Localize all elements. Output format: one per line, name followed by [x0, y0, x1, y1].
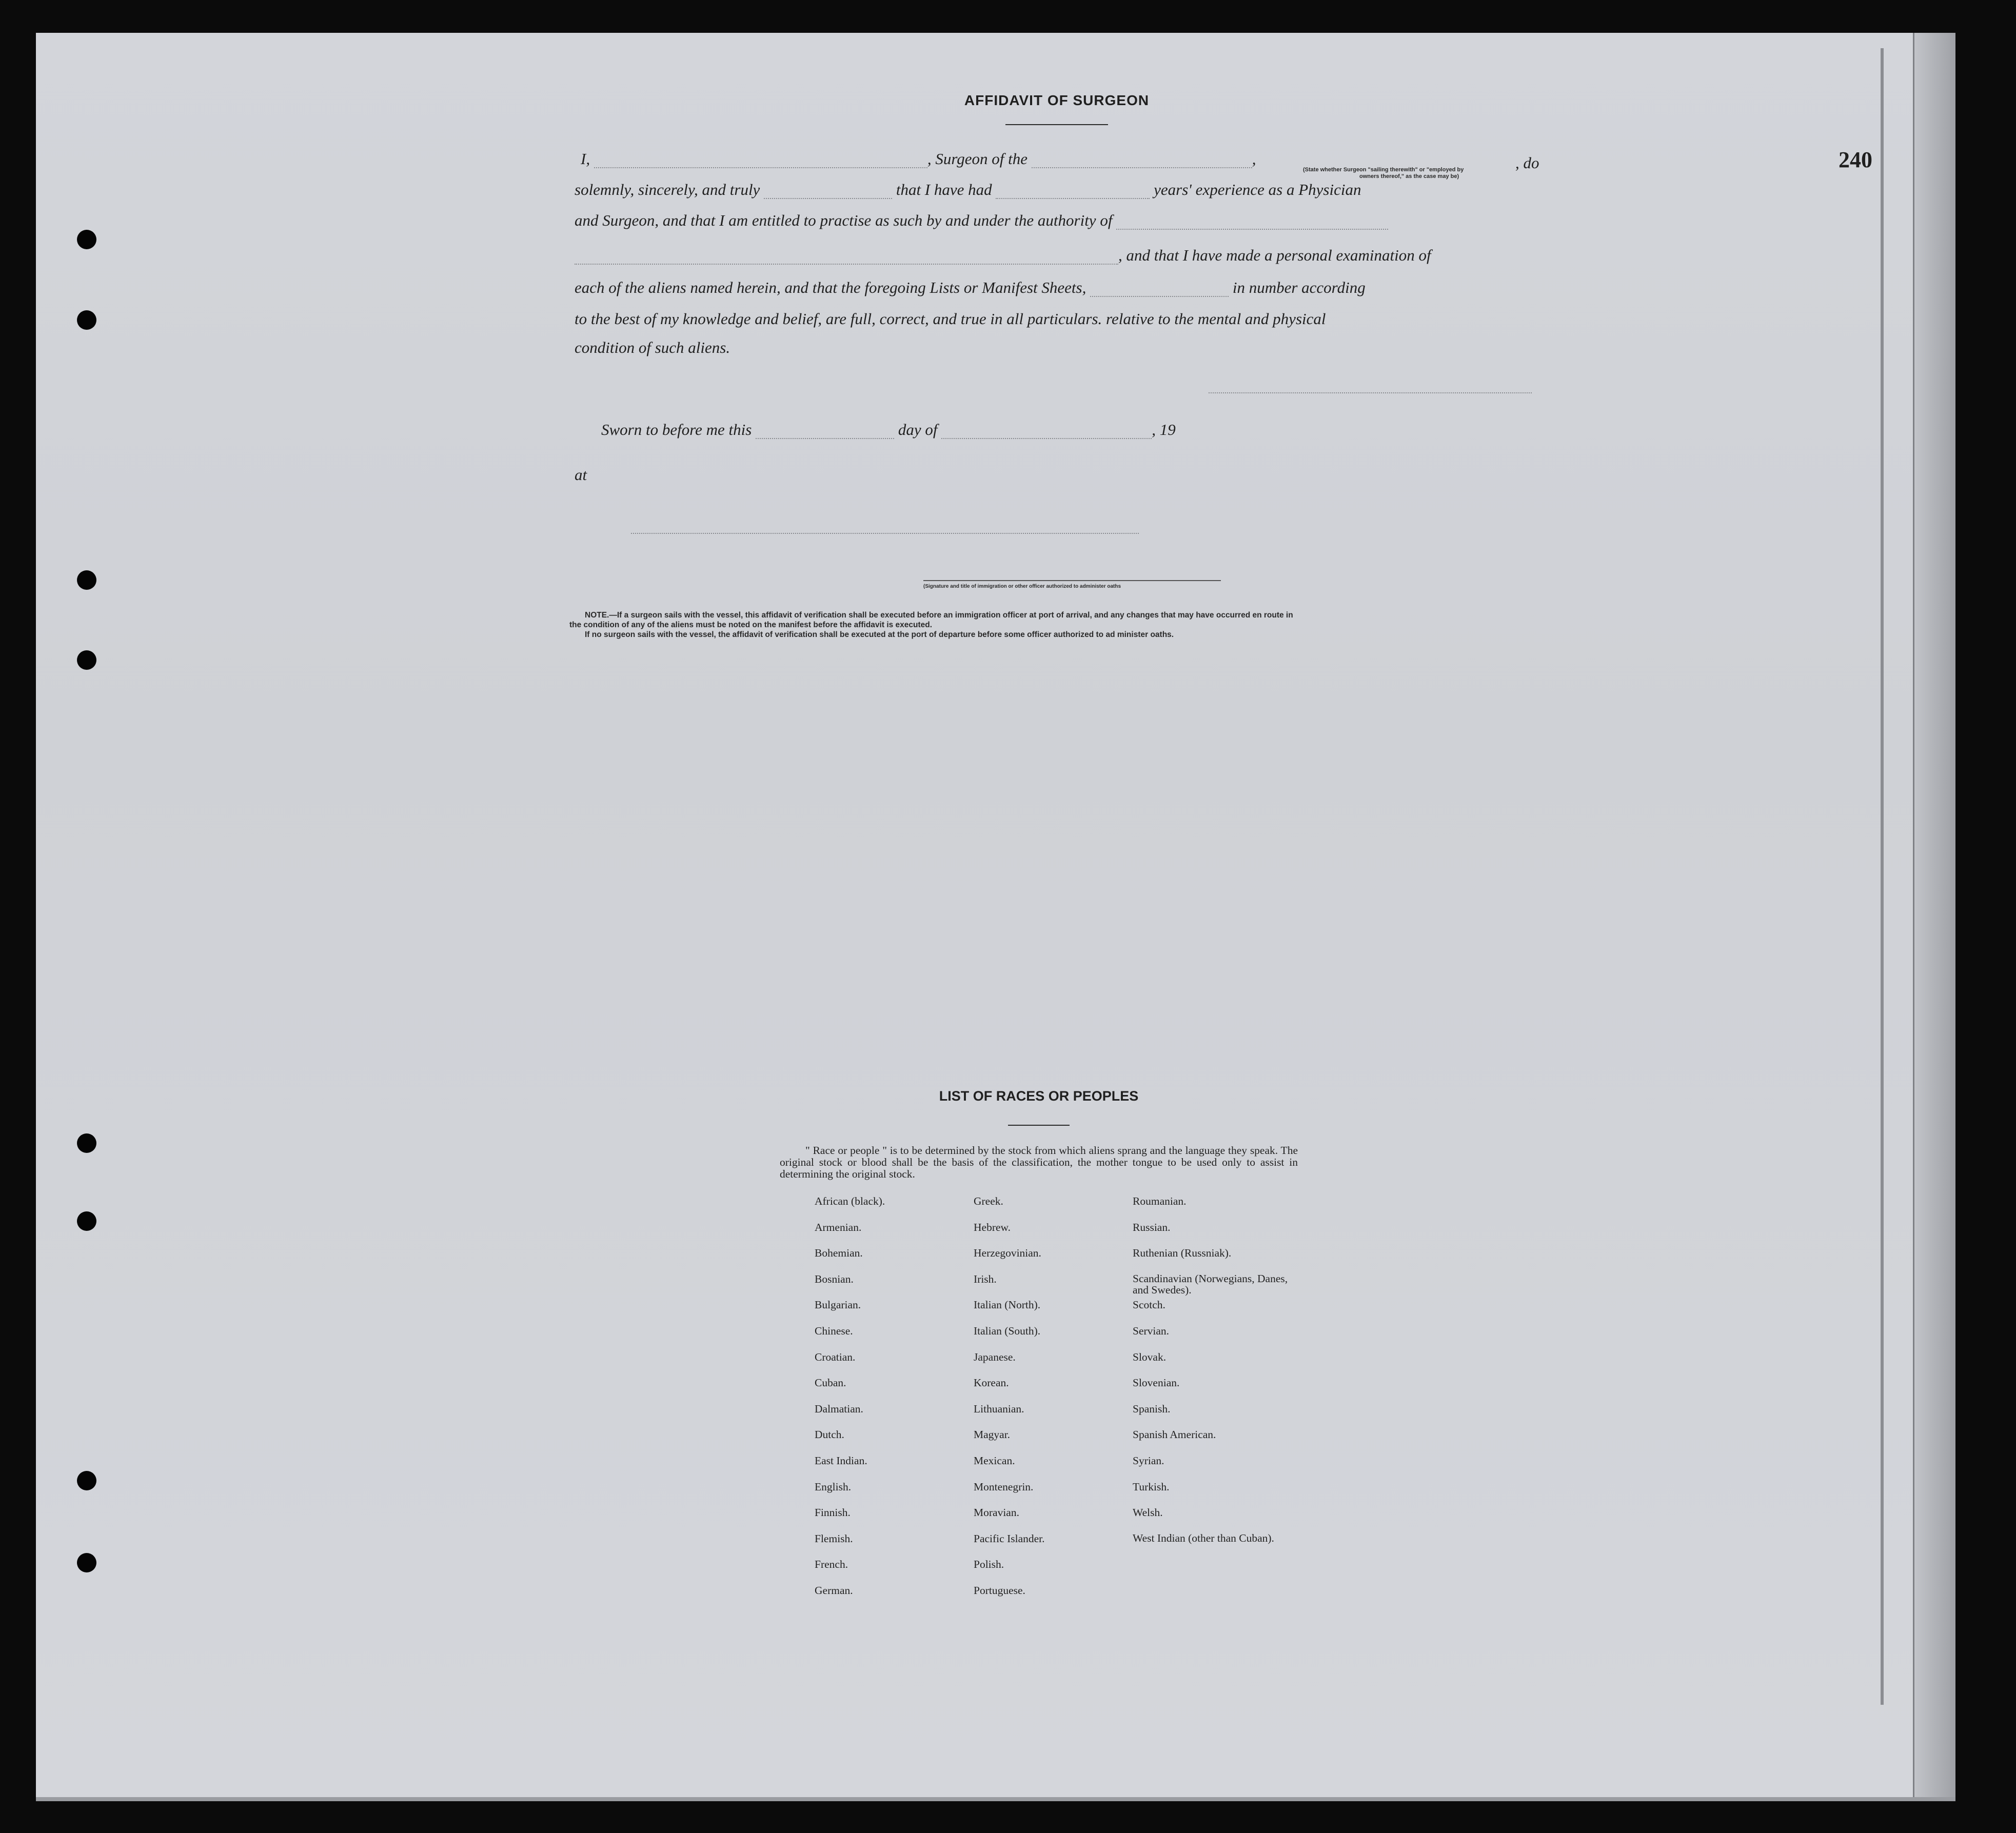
sworn-month-blank[interactable]: [941, 437, 1152, 439]
affidavit-line-7: condition of such aliens.: [575, 338, 730, 356]
sheet-fold-line: [1881, 48, 1884, 1705]
sheet-edge-right: [1913, 33, 1955, 1801]
race-list-item: Flemish.: [815, 1532, 853, 1545]
affidavit-line-5: each of the aliens named herein, and that the foregoing Lists or Manifest Sheets, in number according: [575, 278, 1366, 296]
race-list-item: Mexican.: [974, 1454, 1015, 1467]
race-list-item: Slovak.: [1133, 1350, 1167, 1363]
race-list-item: East Indian.: [815, 1454, 867, 1467]
affidavit-line-1-end: , do: [1515, 154, 1539, 172]
race-list-item: Dutch.: [815, 1428, 844, 1441]
sworn-place-blank[interactable]: [631, 532, 1139, 534]
affidavit-note: [569, 610, 1544, 640]
race-list-item: English.: [815, 1480, 852, 1493]
sworn-line: Sworn to before me this day of , 19: [601, 421, 1176, 439]
race-list-item: Croatian.: [815, 1350, 856, 1363]
race-list-item: Bosnian.: [815, 1272, 854, 1285]
affidavit-title: AFFIDAVIT OF SURGEON: [964, 92, 1150, 108]
race-list-item: African (black).: [815, 1195, 885, 1207]
race-list-item: West Indian (other than Cuban).: [1133, 1531, 1274, 1544]
affidavit-line-6: to the best of my knowledge and belief, are full, correct, and true in all particulars. relative to the mental and physical: [575, 310, 1326, 328]
affidavit-section: [575, 87, 1539, 125]
sheet-edge-bottom: [36, 1797, 1955, 1801]
races-description: " Race or people " is to be determined by the stock from which aliens sprang and the language they speak. The original stock or blood shall be the basis of the classification, the mother tongue to be used only to assist in determining the original stock.: [780, 1144, 1298, 1180]
affidavit-line-4: , and that I have made a personal examination of: [575, 246, 1431, 265]
race-list-item: Portuguese.: [974, 1584, 1025, 1597]
race-list-item: Herzegovinian.: [974, 1247, 1041, 1260]
title-rule: [1005, 124, 1108, 125]
race-list-item: Dalmatian.: [815, 1402, 863, 1415]
oath-type-blank[interactable]: [764, 197, 892, 199]
note-line: the condition of any of the aliens must be noted on the manifest before the affidavit is executed.: [569, 621, 933, 629]
race-list-item: Polish.: [974, 1558, 1004, 1571]
races-column-2: [974, 1195, 1045, 1610]
race-list-item: Finnish.: [815, 1506, 851, 1519]
authority-continued-blank[interactable]: [575, 263, 1118, 265]
race-list-item: Italian (South).: [974, 1324, 1041, 1337]
sheet-count-blank[interactable]: [1090, 295, 1229, 297]
races-column-1: [815, 1195, 885, 1610]
affidavit-line-2: solemnly, sincerely, and truly that I have had years' experience as a Physician: [575, 181, 1361, 198]
punch-hole: [77, 1211, 96, 1231]
affidavit-text: I,: [581, 150, 590, 168]
race-list-item: Cuban.: [815, 1377, 846, 1389]
punch-hole: [77, 650, 96, 670]
race-list-item: Lithuanian.: [974, 1402, 1024, 1415]
race-list-item: Pacific Islander.: [974, 1532, 1045, 1545]
officer-signature-line[interactable]: [923, 580, 1221, 581]
vessel-name-blank[interactable]: [1032, 167, 1252, 168]
race-list-item: Korean.: [974, 1377, 1009, 1389]
race-list-item: Bohemian.: [815, 1247, 863, 1260]
note-line: If no surgeon sails with the vessel, the affidavit of verification shall be executed at the port of departure before some officer authorized to ad minister oaths.: [585, 630, 1174, 639]
race-list-item: Scotch.: [1133, 1299, 1165, 1311]
punch-hole: [77, 1553, 96, 1572]
affidavit-text: ,: [1252, 150, 1256, 168]
race-list-item: Armenian.: [815, 1221, 862, 1233]
race-list-item: Slovenian.: [1133, 1377, 1180, 1389]
races-title-rule: [1008, 1125, 1070, 1126]
race-list-item: Hebrew.: [974, 1221, 1011, 1233]
race-list-item: Ruthenian (Russniak).: [1133, 1247, 1232, 1260]
punch-hole: [77, 1133, 96, 1153]
race-list-item: Chinese.: [815, 1324, 853, 1337]
punch-hole: [77, 230, 96, 249]
race-list-item: Greek.: [974, 1195, 1003, 1207]
surgeon-name-blank[interactable]: [594, 167, 927, 168]
race-list-item: Japanese.: [974, 1350, 1016, 1363]
affidavit-line-3: and Surgeon, and that I am entitled to practise as such by and under the authority of: [575, 211, 1388, 230]
note-line: NOTE.—If a surgeon sails with the vessel, this affidavit of verification shall be executed before an immigration officer at port of arrival, and any changes that may have occurred en route in: [585, 611, 1293, 620]
race-list-item: Irish.: [974, 1272, 997, 1285]
years-experience-blank[interactable]: [996, 197, 1150, 199]
race-list-item: German.: [815, 1584, 853, 1597]
race-list-item: Spanish American.: [1133, 1428, 1216, 1441]
punch-hole: [77, 570, 96, 590]
race-list-item: Montenegrin.: [974, 1480, 1034, 1493]
race-list-item: Moravian.: [974, 1506, 1019, 1519]
race-list-item: Syrian.: [1133, 1454, 1164, 1467]
officer-signature-caption: (Signature and title of immigration or other officer authorized to administer oaths: [923, 584, 1121, 589]
race-list-item: Servian.: [1133, 1324, 1170, 1337]
race-list-item: Italian (North).: [974, 1299, 1041, 1311]
race-list-item: Welsh.: [1133, 1506, 1163, 1519]
surgeon-status-note: (State whether Surgeon "sailing therewith" or "employed by owners thereof," as the case may be): [1303, 167, 1464, 180]
punch-hole: [77, 310, 96, 330]
authority-blank[interactable]: [1116, 228, 1388, 230]
punch-hole: [77, 1471, 96, 1490]
page-number: 240: [1839, 147, 1872, 172]
race-list-item: Turkish.: [1133, 1480, 1170, 1493]
sworn-day-blank[interactable]: [756, 437, 894, 439]
races-column-3: [1133, 1195, 1302, 1558]
affidavit-text: , Surgeon of the: [927, 150, 1027, 168]
race-list-item: Magyar.: [974, 1428, 1011, 1441]
surgeon-signature-blank[interactable]: [1209, 392, 1532, 393]
race-list-item: Bulgarian.: [815, 1299, 861, 1311]
race-list-item: Scandinavian (Norwegians, Danes, and Swedes).: [1133, 1272, 1288, 1296]
affidavit-line-1: [581, 150, 1256, 168]
race-list-item: Russian.: [1133, 1221, 1171, 1233]
race-list-item: Roumanian.: [1133, 1195, 1187, 1207]
sworn-at-label: at: [575, 466, 587, 484]
race-list-item: Spanish.: [1133, 1402, 1171, 1415]
race-list-item: French.: [815, 1558, 848, 1571]
races-title: LIST OF RACES OR PEOPLES: [939, 1088, 1139, 1104]
